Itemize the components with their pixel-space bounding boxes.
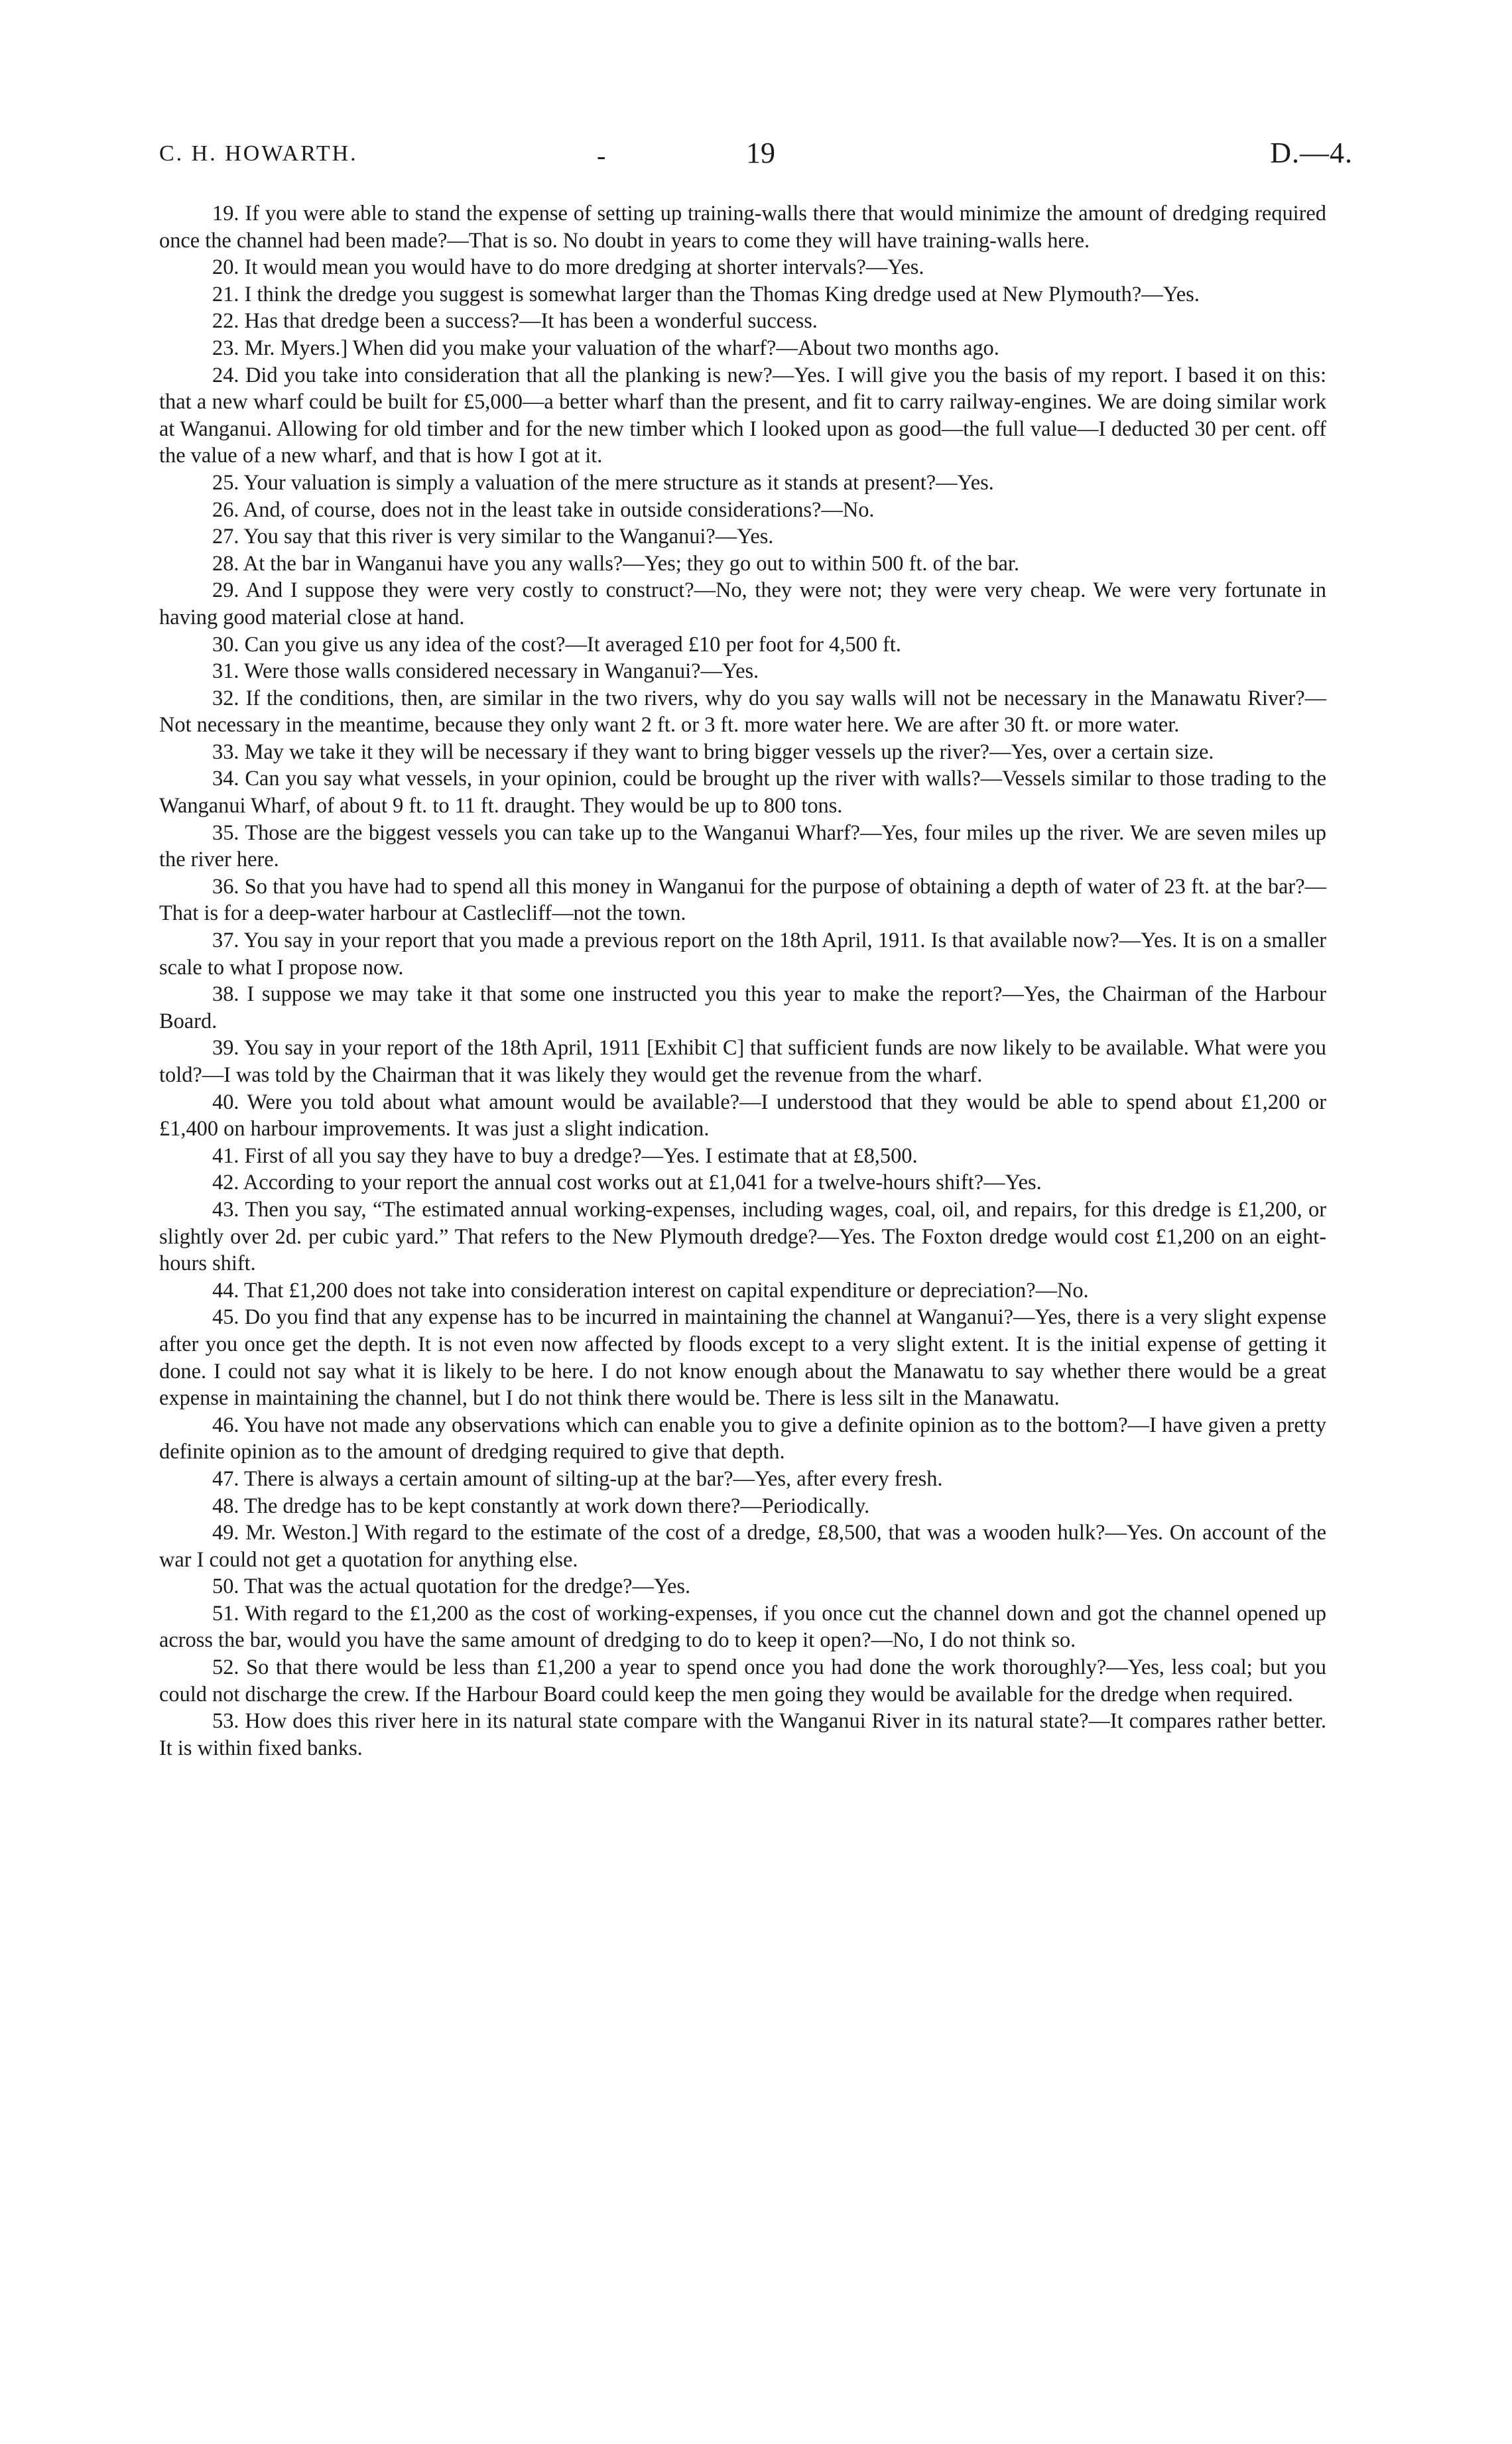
testimony-paragraph: 39. You say in your report of the 18th April, 1911 [Exhibit C] that sufficient funds are now likely to be available. What were you told?—I was told by the Chairman that it was likely they would get the revenue from the wharf. xyxy=(159,1036,1326,1087)
testimony-paragraph: 27. You say that this river is very similar to the Wanganui?—Yes. xyxy=(212,525,774,549)
testimony-paragraph: 50. That was the actual quotation for the dredge?—Yes. xyxy=(212,1575,691,1599)
page-number: 19 xyxy=(746,137,775,169)
testimony-paragraph: 29. And I suppose they were very costly to construct?—No, they were not; they were very cheap. We were very fortunate in having good material close at hand. xyxy=(159,578,1326,629)
header-dash: - xyxy=(597,141,606,170)
testimony-paragraph: 48. The dredge has to be kept constantly at work down there?—Periodically. xyxy=(212,1494,870,1518)
testimony-paragraph: 47. There is always a certain amount of silting-up at the bar?—Yes, after every fresh. xyxy=(212,1466,943,1491)
testimony-paragraph: 34. Can you say what vessels, in your opinion, could be brought up the river with walls?—Vessels similar to those trading to the Wanganui Wharf, of about 9 ft. to 11 ft. draught. They would be up to 800 tons. xyxy=(159,767,1326,818)
testimony-paragraph: 20. It would mean you would have to do more dredging at shorter intervals?—Yes. xyxy=(212,255,924,280)
paper-reference: D.—4. xyxy=(1270,137,1353,169)
testimony-paragraph: 49. Mr. Weston.] With regard to the estimate of the cost of a dredge, £8,500, that was a wooden hulk?—Yes. On account of the war I could not get a quotation for anything else. xyxy=(159,1521,1326,1572)
testimony-paragraph: 26. And, of course, does not in the least take in outside considerations?—No. xyxy=(212,497,875,522)
testimony-paragraph: 22. Has that dredge been a success?—It has been a wonderful success. xyxy=(212,309,818,334)
testimony-paragraph: 32. If the conditions, then, are similar in the two rivers, why do you say walls will not be necessary in the Manawatu River?—Not necessary in the meantime, because they only want 2 ft. or 3 ft. more water here. We are after 30 ft. or more water. xyxy=(159,686,1326,738)
testimony-paragraph: 41. First of all you say they have to buy a dredge?—Yes. I estimate that at £8,500. xyxy=(212,1143,918,1168)
testimony-paragraph: 35. Those are the biggest vessels you can take up to the Wanganui Wharf?—Yes, four miles up the river. We are seven miles up the river here. xyxy=(159,820,1326,872)
witness-name: C. H. HOWARTH. xyxy=(159,141,358,166)
testimony-paragraph: 52. So that there would be less than £1,200 a year to spend once you had done the work thoroughly?—Yes, less coal; but you could not discharge the crew. If the Harbour Board could keep the men going they would be available for the dredge when required. xyxy=(159,1655,1326,1706)
page-header xyxy=(159,136,1353,182)
testimony-paragraph: 33. May we take it they will be necessary if they want to bring bigger vessels up the river?—Yes, over a certain size. xyxy=(212,740,1214,764)
testimony-paragraph: 24. Did you take into consideration that all the planking is new?—Yes. I will give you the basis of my report. I based it on this: that a new wharf could be built for £5,000—a better wharf than the present, and fit to carry railway-engines. We are doing similar work at Wanganui. Allowing for old timber and for the new timber which I looked upon as good—the full value—I deducted 30 per cent. off the value of a new wharf, and that is how I got at it. xyxy=(159,363,1326,468)
testimony-paragraph: 19. If you were able to stand the expense of setting up training-walls there that would minimize the amount of dredging required once the channel had been made?—That is so. No doubt in years to come they will have training-walls here. xyxy=(159,202,1326,253)
testimony-paragraph: 53. How does this river here in its natural state compare with the Wanganui River in its natural state?—It compares rather better. It is within fixed banks. xyxy=(159,1709,1326,1760)
testimony-paragraph: 45. Do you find that any expense has to be incurred in maintaining the channel at Wanganui?—Yes, there is a very slight expense after you once get the depth. It is not even now affected by floods except to a very slight extent. It is the initial expense of getting it done. I could not say what it is likely to be here. I do not know enough about the Manawatu to say whether there would be a great expense in maintaining the channel, but I do not think there would be. There is less silt in the Manawatu. xyxy=(159,1305,1326,1411)
testimony-paragraph: 21. I think the dredge you suggest is somewhat larger than the Thomas King dredge used at New Plymouth?—Yes. xyxy=(212,282,1200,306)
testimony-paragraph: 36. So that you have had to spend all this money in Wanganui for the purpose of obtaining a depth of water of 23 ft. at the bar?—That is for a deep-water harbour at Castlecliff—not the town. xyxy=(159,874,1326,926)
testimony-paragraph: 40. Were you told about what amount would be available?—I understood that they would be able to spend about £1,200 or £1,400 on harbour improvements. It was just a slight indication. xyxy=(159,1090,1326,1141)
testimony-paragraph: 51. With regard to the £1,200 as the cost of working-expenses, if you once cut the channel down and got the channel opened up across the bar, would you have the same amount of dredging to do to keep it open?—No, I do not think so. xyxy=(159,1601,1326,1653)
testimony-paragraph: 31. Were those walls considered necessary in Wanganui?—Yes. xyxy=(212,659,759,684)
testimony-paragraph: 44. That £1,200 does not take into consideration interest on capital expenditure or depreciation?—No. xyxy=(212,1278,1089,1303)
testimony-paragraph: 23. Mr. Myers.] When did you make your valuation of the wharf?—About two months ago. xyxy=(212,336,999,360)
testimony-paragraph: 25. Your valuation is simply a valuation of the mere structure as it stands at present?—Yes. xyxy=(212,470,994,495)
testimony-paragraph: 43. Then you say, “The estimated annual working-expenses, including wages, coal, oil, and repairs, for this dredge is £1,200, or slightly over 2d. per cubic yard.” That refers to the New Plymouth dredge?—Yes. The Foxton dredge would cost £1,200 on an eight-hours shift. xyxy=(159,1197,1326,1276)
testimony-body xyxy=(159,200,1326,1762)
testimony-paragraph: 38. I suppose we may take it that some one instructed you this year to make the report?—Yes, the Chairman of the Harbour Board. xyxy=(159,982,1326,1033)
testimony-paragraph: 46. You have not made any observations which can enable you to give a definite opinion as to the bottom?—I have given a pretty definite opinion as to the amount of dredging required to give that depth. xyxy=(159,1413,1326,1464)
testimony-paragraph: 28. At the bar in Wanganui have you any walls?—Yes; they go out to within 500 ft. of the bar. xyxy=(212,551,1019,576)
testimony-paragraph: 37. You say in your report that you made a previous report on the 18th April, 1911. Is that available now?—Yes. It is on a smaller scale to what I propose now. xyxy=(159,929,1326,980)
testimony-paragraph: 42. According to your report the annual cost works out at £1,041 for a twelve-hours shift?—Yes. xyxy=(212,1171,1042,1195)
testimony-paragraph: 30. Can you give us any idea of the cost?—It averaged £10 per foot for 4,500 ft. xyxy=(212,632,901,657)
